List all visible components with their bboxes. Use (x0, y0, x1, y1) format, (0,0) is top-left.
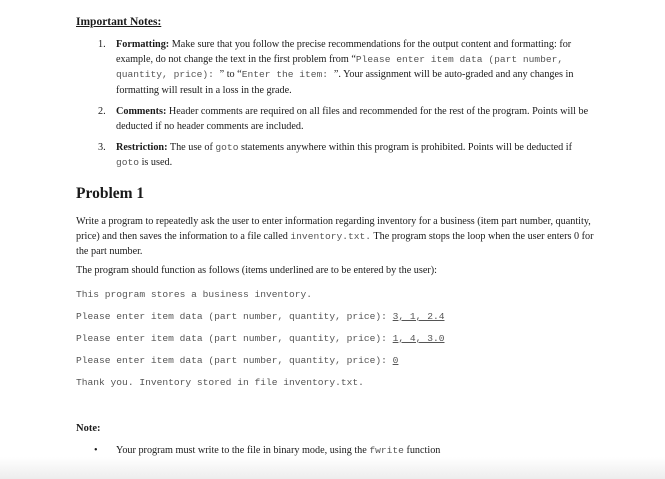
function-description: The program should function as follows (items underlined are to be entered by the user): (76, 265, 437, 276)
problem-text: The program stops the loop when the user enters 0 for the part number. (76, 231, 594, 257)
filename-code: inventory.txt. (290, 231, 372, 242)
problem-description (76, 214, 596, 259)
note-label: Comments: (116, 105, 167, 117)
sample-output-line (76, 333, 444, 344)
note-text: Header comments are required on all files and recommended for the rest of the program. Points will be deducted if no header comments are included. (116, 105, 589, 133)
sample-text: This program stores a business inventory. (76, 289, 313, 300)
note-text: ”. Your assignment will be auto-graded and any changes in formatting will result in a loss in the grade. (116, 69, 574, 96)
note-number: 1. (98, 39, 106, 50)
note-number: 2. (98, 105, 106, 117)
note-text: ” to “ (219, 69, 242, 81)
note-code: Enter the item: (241, 69, 334, 81)
notes-list (76, 37, 596, 177)
bullet-icon: • (94, 445, 98, 456)
note-text: Your program must write to the file in binary mode, using the (116, 445, 370, 456)
function-code: fwrite (369, 445, 404, 456)
sample-prompt: Please enter item data (part number, quantity, price): (76, 311, 393, 322)
sample-output-line (76, 311, 444, 322)
sample-prompt: Please enter item data (part number, quantity, price): (76, 355, 393, 366)
bullet-text (116, 445, 440, 456)
sample-output-line (76, 289, 312, 300)
note-code: Please enter item data (part number, quantity, price): (116, 54, 564, 81)
sample-output-line (76, 355, 398, 366)
sample-user-input: 0 (392, 355, 399, 366)
note-heading: Note: (76, 423, 101, 434)
page-bottom-fade (0, 457, 665, 479)
note-item-comments (76, 104, 596, 134)
sample-output-line (76, 377, 364, 388)
problem-text: Write a program to repeatedly ask the user to enter information regarding inventory for a business (item part number, quantity, price) and then saves the information to a file called (76, 216, 591, 242)
note-item-restriction (76, 140, 596, 170)
note-text: The use of (167, 142, 216, 154)
note-code: goto (116, 157, 140, 169)
important-notes-heading: Important Notes: (76, 16, 162, 28)
problem-title: Problem 1 (76, 185, 145, 202)
sample-text: Thank you. Inventory stored in file inventory.txt. (76, 377, 364, 388)
note-number: 3. (98, 142, 106, 154)
sample-user-input: 3, 1, 2.4 (392, 311, 445, 322)
sample-user-input: 1, 4, 3.0 (392, 333, 445, 344)
note-text: statements anywhere within this program is prohibited. Points will be deducted if (238, 142, 573, 154)
note-text: function (403, 445, 441, 456)
note-text: Make sure that you follow the precise recommendations for the output content and formatting: for example, do not change the text in the first problem from “ (116, 39, 572, 66)
sample-prompt: Please enter item data (part number, quantity, price): (76, 333, 393, 344)
note-code: goto (215, 142, 239, 154)
note-label: Restriction: (116, 142, 168, 154)
note-text: is used. (139, 157, 173, 169)
note-label: Formatting: (116, 39, 170, 50)
note-item-formatting (76, 37, 596, 98)
